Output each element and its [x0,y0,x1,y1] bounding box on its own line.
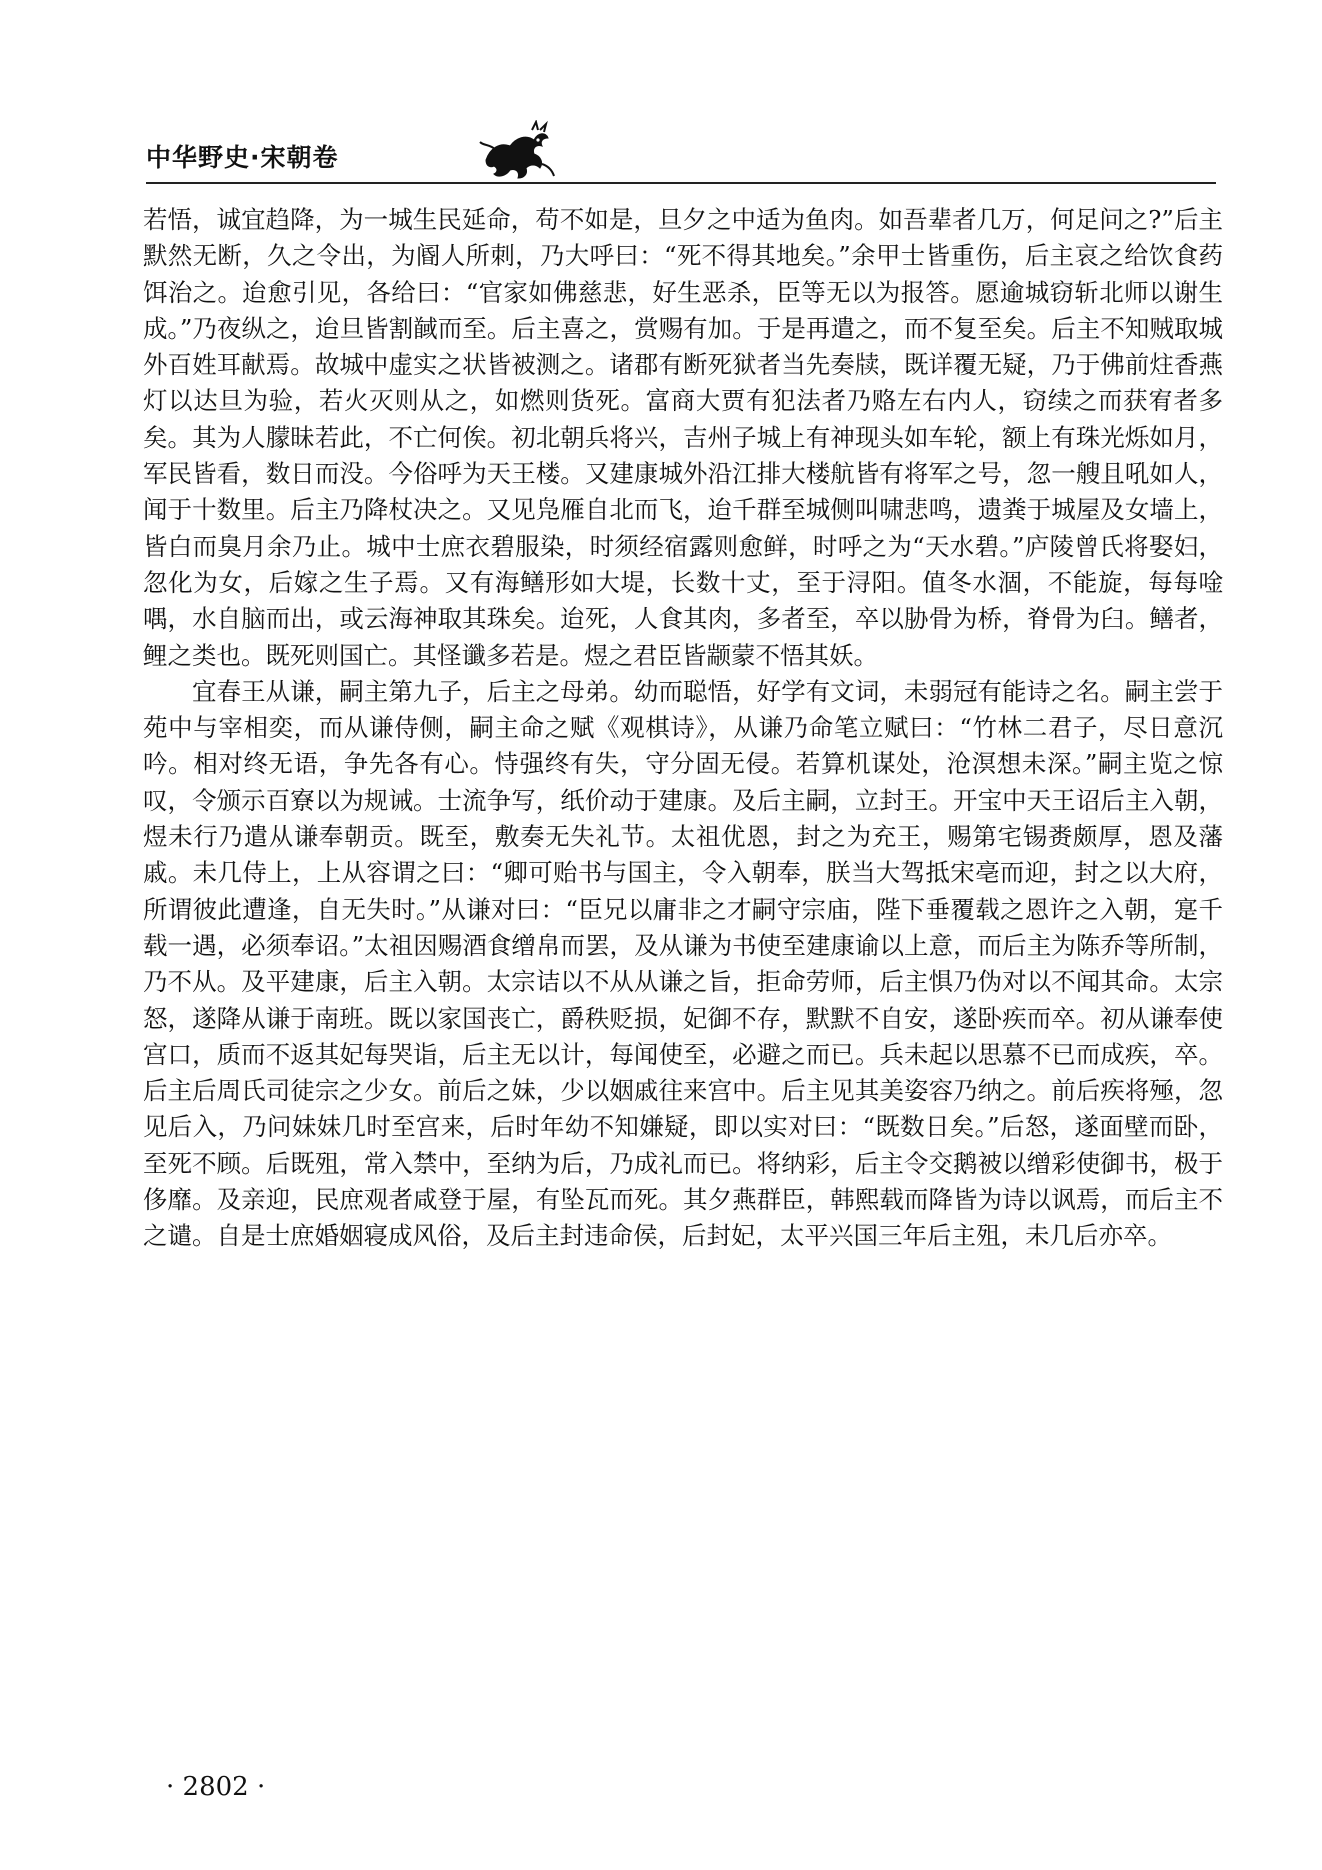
paragraph-1: 若悟，诚宜趋降，为一城生民延命，苟不如是，旦夕之中适为鱼肉。如吾辈者几万，何足问之?”后主默然无断，久之令出，为阍人所刺，乃大呼曰：“死不得其地矣。”余甲士皆重伤，后主哀之给饮食药饵治之。迨愈引见，各给曰：“官家如佛慈悲，好生恶杀，臣等无以为报答。愿逾城窃斩北师以谢生成。”乃夜纵之，迨旦皆割馘而至。后主喜之，赏赐有加。于是再遣之，而不复至矣。后主不知贼取城外百姓耳献焉。故城中虚实之状皆被测之。诸郡有断死狱者当先奏牍，既详覆无疑，乃于佛前炷香燕灯以达旦为验，若火灭则从之，如燃则货死。富商大贾有犯法者乃赂左右内人，窃续之而获宥者多矣。其为人朦昧若此，不亡何俟。初北朝兵将兴，吉州子城上有神现头如车轮，额上有珠光烁如月，军民皆看，数日而没。今俗呼为天王楼。又建康城外沿江排大楼航皆有将军之号，忽一艘且吼如人，闻于十数里。后主乃降杖决之。又见凫雁自北而飞，迨千群至城侧叫啸悲鸣，遗粪于城屋及女墙上，皆白而臭月余乃止。城中士庶衣碧服染，时须经宿露则愈鲜，时呼之为“天水碧。”庐陵曾氏将娶妇，忽化为女，后嫁之生子焉。又有海鳝形如大堤，长数十丈，至于浔阳。值冬水涸，不能旋，每每唫喁，水自脑而出，或云海神取其珠矣。迨死，人食其肉，多者至，卒以胁骨为桥，脊骨为臼。鳝者，鲤之类也。既死则国亡。其怪谶多若是。煜之君臣皆颛蒙不悟其妖。 [143,205,1223,670]
page-header [146,134,1216,184]
body-text [143,202,1223,1255]
header-rule [146,182,1216,184]
page-number: · 2802 · [166,1772,266,1802]
dragon-ornament-icon [476,120,556,184]
book-title: 中华野史·宋朝卷 [146,143,339,172]
paragraph-2: 宜春王从谦，嗣主第九子，后主之母弟。幼而聪悟，好学有文词，未弱冠有能诗之名。嗣主尝于苑中与宰相奕，而从谦侍侧，嗣主命之赋《观棋诗》，从谦乃命笔立赋曰：“竹林二君子，尽日意沉吟。相对终无语，争先各有心。恃强终有失，守分固无侵。若算机谋处，沧溟想未深。”嗣主览之惊叹，令颁示百寮以为规诫。士流争写，纸价动于建康。及后主嗣，立封王。开宝中天王诏后主入朝，煜未行乃遣从谦奉朝贡。既至，敷奏无失礼节。太祖优恩，封之为充王，赐第宅锡赉颇厚，恩及藩戚。未几侍上，上从容谓之曰：“卿可贻书与国主，令入朝奉，朕当大驾抵宋亳而迎，封之以大府，所谓彼此遭逢，自无失时。”从谦对曰：“臣兄以庸非之才嗣守宗庙，陛下垂覆载之恩许之入朝，寔千载一遇，必须奉诏。”太祖因赐酒食缯帛而罢，及从谦为书使至建康谕以上意，而后主为陈乔等所制，乃不从。及平建康，后主入朝。太宗诘以不从从谦之旨，拒命劳师，后主惧乃伪对以不闻其命。太宗怒，遂降从谦于南班。既以家国丧亡，爵秩贬损，妃御不存，默默不自安，遂卧疾而卒。初从谦奉使宫口，质而不返其妃每哭诣，后主无以计，每闻使至，必避之而已。兵未起以思慕不已而成疾，卒。后主后周氏司徒宗之少女。前后之妹，少以姻戚往来宫中。后主见其美姿容乃纳之。前后疾将殛，忽见后入，乃问妹妹几时至宫来，后时年幼不知嫌疑，即以实对曰：“既数日矣。”后怒，遂面壁而卧，至死不顾。后既殂，常入禁中，至纳为后，乃成礼而已。将纳彩，后主令交鹅被以缯彩使御书，极于侈靡。及亲迎，民庶观者咸登于屋，有坠瓦而死。其夕燕群臣，韩熙载而降皆为诗以讽焉，而后主不之谴。自是士庶婚姻寝成风俗，及后主封违命侯，后封妃，太平兴国三年后主殂，未几后亦卒。 [143,676,1223,1251]
